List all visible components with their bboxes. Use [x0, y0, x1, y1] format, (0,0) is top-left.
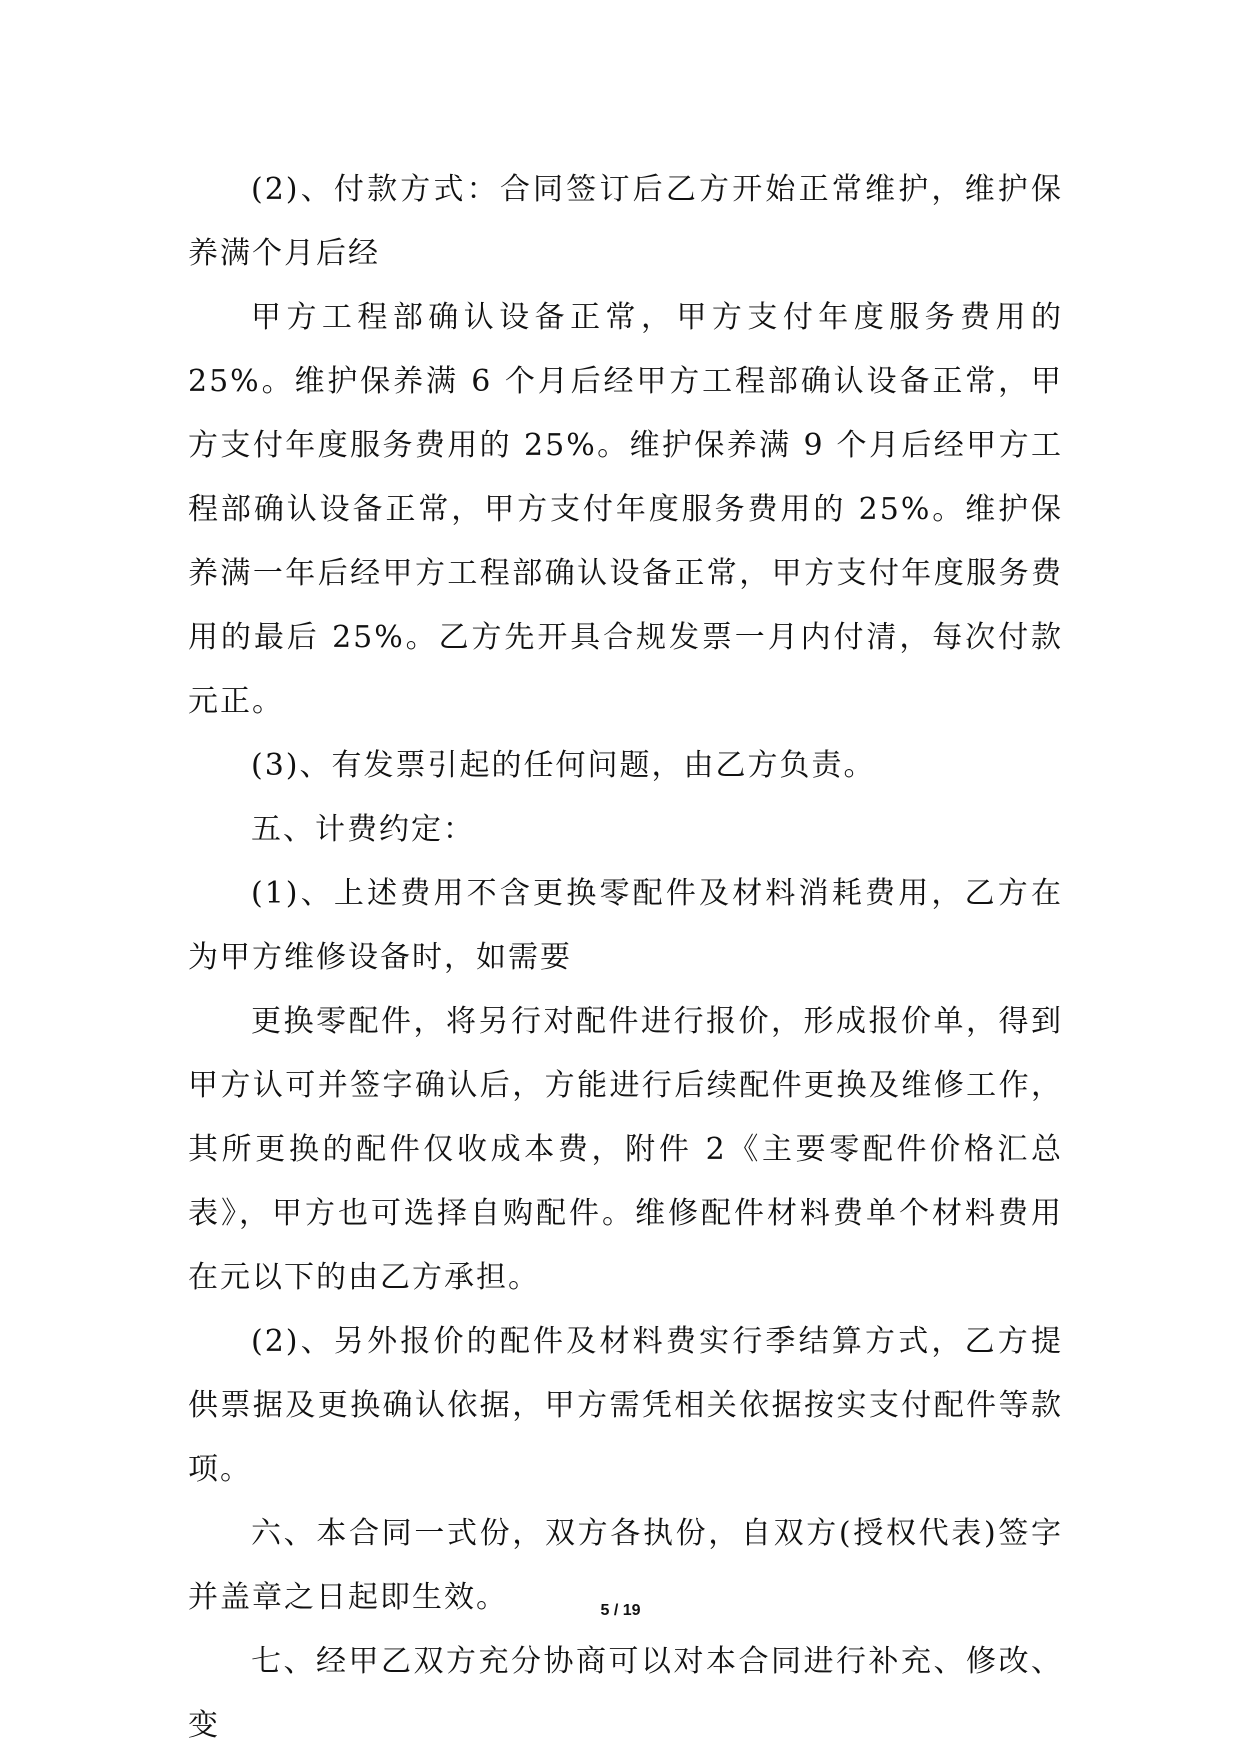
section-heading-billing: 五、计费约定： [251, 812, 475, 847]
paragraph-payment-method: (2)、付款方式：合同签订后乙方开始正常维护，维护保养满个月后经 [188, 172, 1063, 271]
paragraph-billing-item-2: (2)、另外报价的配件及材料费实行季结算方式，乙方提供票据及更换确认依据，甲方需凭相关依据按实支付配件等款项。 [188, 1324, 1063, 1487]
paragraph-contract-copies: 六、本合同一式份，双方各执份，自双方(授权代表)签字并盖章之日起即生效。 [188, 1516, 1063, 1615]
paragraph-parts-replacement: 更换零配件，将另行对配件进行报价，形成报价单，得到甲方认可并签字确认后，方能进行后续配件更换及维修工作，其所更换的配件仅收成本费，附件 2《主要零配件价格汇总表》，甲方也可选择自购配件。维修配件材料费单个材料费用在元以下的由乙方承担。 [188, 1004, 1063, 1295]
paragraph-contract-amendment: 七、经甲乙双方充分协商可以对本合同进行补充、修改、变 [188, 1644, 1063, 1743]
paragraph-payment-schedule: 甲方工程部确认设备正常，甲方支付年度服务费用的 25%。维护保养满 6 个月后经甲方工程部确认设备正常，甲方支付年度服务费用的 25%。维护保养满 9 个月后经甲方工程部确认设备正常，甲方支付年度服务费用的 25%。维护保养满一年后经甲方工程部确认设备正常，甲方支付年度服务费用的最后 25%。乙方先开具合规发票一月内付清，每次付款元正。 [188, 300, 1063, 719]
paragraph-invoice-issues: (3)、有发票引起的任何问题，由乙方负责。 [251, 748, 876, 783]
paragraph-billing-item-1: (1)、上述费用不含更换零配件及材料消耗费用，乙方在为甲方维修设备时，如需要 [188, 876, 1063, 975]
document-body [188, 158, 1063, 1758]
page-number: 5 / 19 [600, 1602, 641, 1619]
